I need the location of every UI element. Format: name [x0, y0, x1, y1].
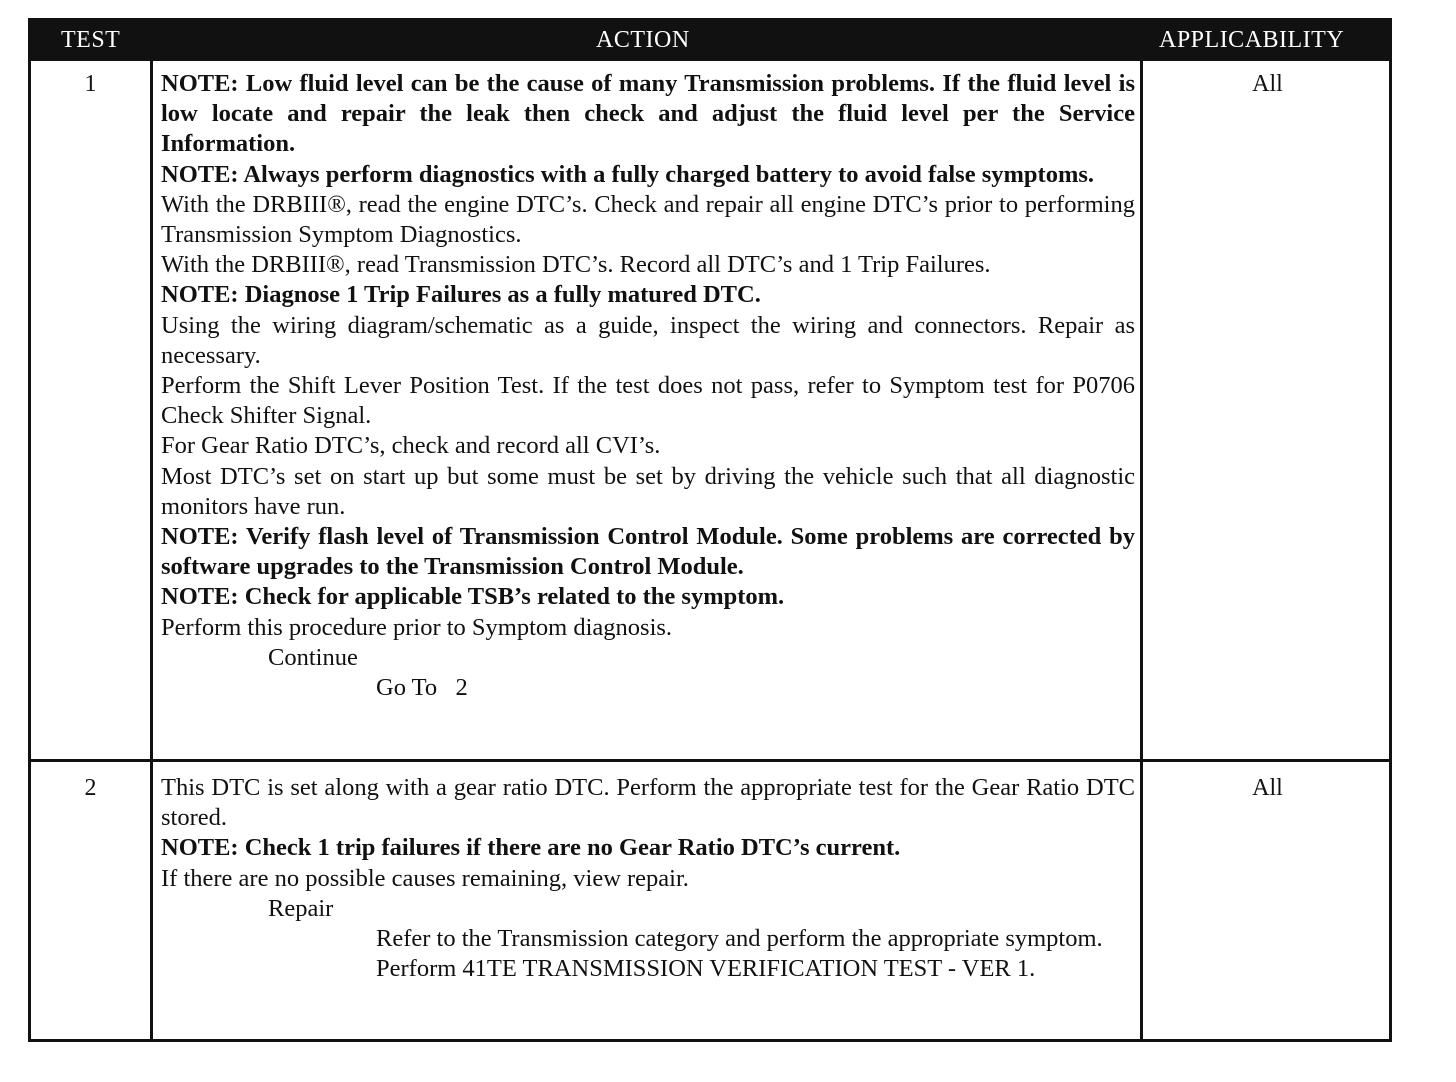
table-header	[31, 21, 1389, 61]
note-line: NOTE: Check 1 trip failures if there are no Gear Ratio DTC’s current.	[161, 834, 901, 862]
repair-instruction: Perform 41TE TRANSMISSION VERIFICATION TEST - VER 1.	[376, 955, 1036, 983]
note-line: NOTE: Verify flash level of Transmission Control Module. Some problems are corrected by software upgrades to the Transmission Control Module.	[161, 523, 1135, 581]
action-line: Most DTC’s set on start up but some must be set by driving the vehicle such that all diagnostic monitors have run.	[161, 462, 1135, 520]
row-2-action	[161, 773, 1135, 984]
action-line: If there are no possible causes remaining, view repair.	[161, 864, 689, 892]
row-1-test-number: 1	[84, 71, 97, 97]
diagnostic-table	[28, 18, 1392, 1042]
header-applicability: APPLICABILITY	[1159, 27, 1345, 53]
note-line: NOTE: Always perform diagnostics with a fully charged battery to avoid false symptoms.	[161, 160, 1095, 188]
row-1-applicability: All	[1252, 71, 1283, 97]
row-1-action	[161, 69, 1135, 703]
action-line: For Gear Ratio DTC’s, check and record all CVI’s.	[161, 432, 661, 460]
action-line: With the DRBIII®, read Transmission DTC’s. Record all DTC’s and 1 Trip Failures.	[161, 251, 991, 279]
action-line: Using the wiring diagram/schematic as a guide, inspect the wiring and connectors. Repair as necessary.	[161, 311, 1135, 369]
note-line: NOTE: Diagnose 1 Trip Failures as a fully matured DTC.	[161, 281, 761, 309]
continue-option[interactable]: Continue	[268, 643, 358, 671]
action-line: Perform this procedure prior to Symptom diagnosis.	[161, 613, 673, 641]
row-divider	[31, 759, 1389, 762]
row-2-applicability: All	[1252, 775, 1283, 801]
goto-link[interactable]: Go To 2	[376, 674, 468, 702]
column-divider	[150, 61, 153, 1039]
header-action: ACTION	[596, 27, 690, 53]
column-divider	[1140, 61, 1143, 1039]
row-2-test-number: 2	[84, 775, 97, 801]
repair-option[interactable]: Repair	[268, 894, 334, 922]
action-line: With the DRBIII®, read the engine DTC’s. Check and repair all engine DTC’s prior to performing Transmission Symptom Diagnostics.	[161, 190, 1135, 249]
repair-instruction: Refer to the Transmission category and perform the appropriate symptom.	[376, 925, 1103, 953]
note-line: NOTE: Check for applicable TSB’s related to the symptom.	[161, 583, 785, 611]
note-line: NOTE: Low fluid level can be the cause of many Transmission problems. If the fluid level is low locate and repair the leak then check and adjust the fluid level per the Service Information.	[161, 70, 1135, 158]
header-test: TEST	[61, 27, 121, 53]
action-line: Perform the Shift Lever Position Test. If the test does not pass, refer to Symptom test for P0706 Check Shifter Signal.	[161, 372, 1135, 430]
action-line: This DTC is set along with a gear ratio DTC. Perform the appropriate test for the Gear Ratio DTC stored.	[161, 774, 1135, 832]
